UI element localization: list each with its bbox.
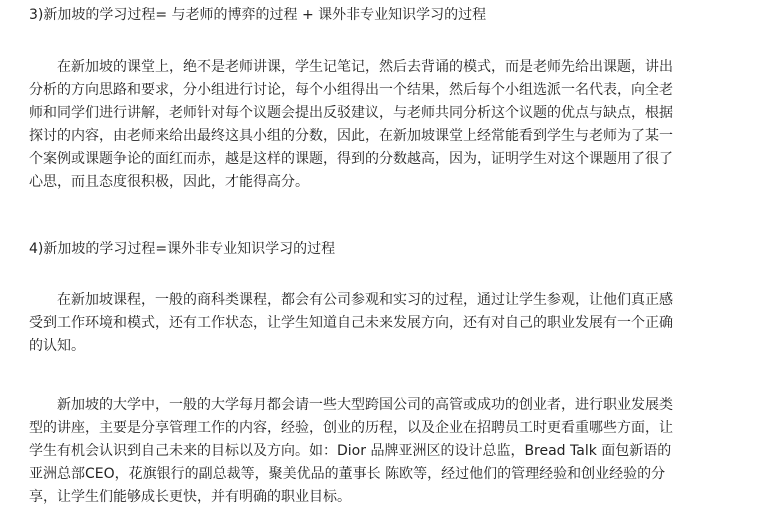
section-4-heading: 4)新加坡的学习过程=课外非专业知识学习的过程 (29, 241, 336, 257)
paragraph-line: 学生有机会认识到自己未来的目标以及方向。如：Dior 品牌亚洲区的设计总监，Bread Talk 面包新语的 (29, 443, 672, 459)
paragraph-line: 心思，而且态度很积极，因此，才能得高分。 (29, 174, 309, 190)
paragraph-line: 在新加坡课程，一般的商科类课程，都会有公司参观和实习的过程，通过让学生参观，让他们真正感 (57, 292, 673, 308)
paragraph-company-visits (29, 289, 714, 358)
paragraph-line: 探讨的内容，由老师来给出最终这具小组的分数，因此，在新加坡课堂上经常能看到学生与老师为了某一 (29, 128, 673, 144)
paragraph-career-lectures (29, 394, 714, 509)
paragraph-line: 师和同学们进行讲解，老师针对每个议题会提出反驳建议，与老师共同分析这个议题的优点与缺点，根据 (29, 105, 673, 121)
paragraph-line: 个案例或课题争论的面红而赤，越是这样的课题，得到的分数越高，因为，证明学生对这个课题用了很了 (29, 151, 673, 167)
paragraph-line: 享，让学生们能够成长更快，并有明确的职业目标。 (29, 489, 351, 505)
paragraph-line: 分析的方向思路和要求，分小组进行讨论，每个小组得出一个结果，然后每个小组选派一名代表，向全老 (29, 82, 673, 98)
paragraph-line: 型的讲座，主要是分享管理工作的内容，经验，创业的历程，以及企业在招聘员工时更看重哪些方面，让 (29, 420, 673, 436)
paragraph-line: 在新加坡的课堂上，绝不是老师讲课，学生记笔记，然后去背诵的模式，而是老师先给出课题，讲出 (57, 59, 673, 75)
paragraph-classroom (29, 56, 714, 194)
paragraph-line: 亚洲总部CEO，花旗银行的副总裁等，聚美优品的董事长 陈欧等，经过他们的管理经验和创业经验的分 (29, 466, 666, 482)
paragraph-line: 新加坡的大学中，一般的大学每月都会请一些大型跨国公司的高管或成功的创业者，进行职业发展类 (57, 397, 673, 413)
section-3-heading: 3)新加坡的学习过程= 与老师的博弈的过程 + 课外非专业知识学习的过程 (29, 7, 487, 23)
paragraph-line: 受到工作环境和模式，还有工作状态，让学生知道自己未来发展方向，还有对自己的职业发展有一个正确 (29, 315, 673, 331)
paragraph-line: 的认知。 (29, 338, 85, 354)
